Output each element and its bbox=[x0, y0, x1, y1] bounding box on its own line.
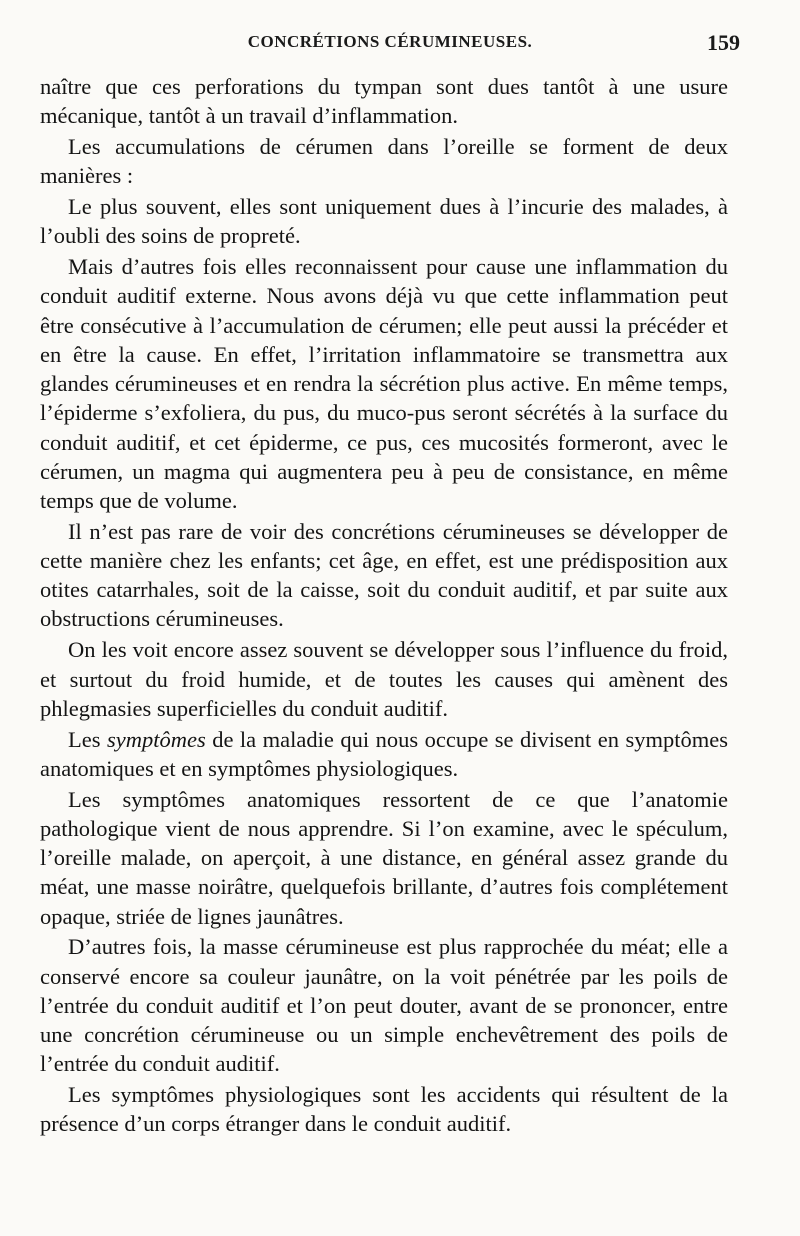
emphasis-text: symptômes bbox=[106, 726, 206, 752]
paragraph: On les voit encore assez souvent se développer sous l’influence du froid, et surtout du froid humide, et de toutes les causes qui amènent des phlegmasies superficielles du conduit auditif. bbox=[40, 637, 728, 721]
paragraph: Mais d’autres fois elles reconnaissent pour cause une inflammation du conduit auditif externe. Nous avons déjà vu que cette inflammation peut être consécutive à l’accumulation de cérumen; elle peut aussi la précéder et en être la cause. En effet, l’irritation inflammatoire se transmettra aux glandes cérumineuses et en rendra la sécrétion plus active. En même temps, l’épiderme s’exfoliera, du pus, du muco-pus seront sécrétés à la surface du conduit auditif, et cet épiderme, ce pus, ces mucosités formeront, avec le cérumen, un magma qui augmentera peu à peu de consistance, en même temps que de volume. bbox=[40, 254, 728, 513]
page-number: 159 bbox=[707, 30, 740, 55]
paragraph: Le plus souvent, elles sont uniquement dues à l’incurie des malades, à l’oubli des soins de propreté. bbox=[40, 194, 728, 249]
running-title: CONCRÉTIONS CÉRUMINEUSES. bbox=[247, 32, 533, 51]
paragraph: Il n’est pas rare de voir des concrétions cérumineuses se développer de cette manière chez les enfants; cet âge, en effet, est une prédisposition aux otites catarrhales, soit de la caisse, soit du conduit auditif, et par suite aux obstructions cérumineuses. bbox=[40, 518, 728, 632]
page-header bbox=[40, 32, 740, 64]
paragraph-text: Les bbox=[68, 726, 107, 752]
paragraph-text: de la maladie qui nous occupe se divisent en symptômes anatomiques et en symptômes physiologiques. bbox=[40, 726, 728, 781]
paragraph bbox=[40, 725, 728, 783]
body-text bbox=[40, 72, 728, 1139]
paragraph: D’autres fois, la masse cérumineuse est plus rapprochée du méat; elle a conservé encore sa couleur jaunâtre, on la voit pénétrée par les poils de l’entrée du conduit auditif et l’on peut douter, avant de se prononcer, entre une concrétion cérumineuse ou un simple enchevêtrement des poils de l’entrée du conduit auditif. bbox=[40, 934, 728, 1077]
paragraph: Les symptômes anatomiques ressortent de ce que l’anatomie pathologique vient de nous apprendre. Si l’on examine, avec le spéculum, l’oreille malade, on aperçoit, à une distance, en général assez grande du méat, une masse noirâtre, quelquefois brillante, d’autres fois complétement opaque, striée de lignes jaunâtres. bbox=[40, 786, 728, 929]
paragraph: Les accumulations de cérumen dans l’oreille se forment de deux manières : bbox=[40, 134, 728, 189]
paragraph: Les symptômes physiologiques sont les accidents qui résultent de la présence d’un corps étranger dans le conduit auditif. bbox=[40, 1082, 728, 1137]
paragraph: naître que ces perforations du tympan sont dues tantôt à une usure mécanique, tantôt à un travail d’inflammation. bbox=[40, 74, 728, 129]
